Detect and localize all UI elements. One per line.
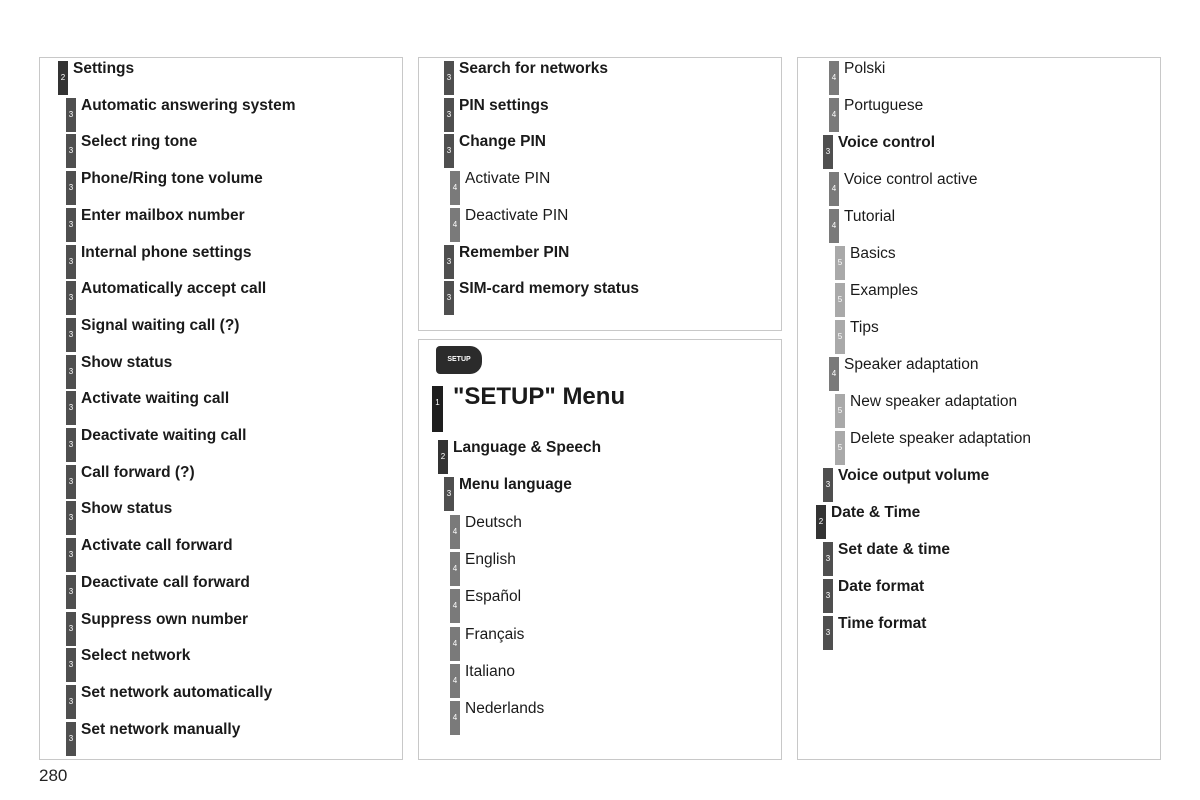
level-3-marker: 3 — [823, 542, 833, 576]
level-3-marker: 3 — [66, 722, 76, 756]
level-4-marker: 4 — [450, 701, 460, 735]
menu-item-label: Delete speaker adaptation — [850, 430, 1031, 447]
level-5-marker: 5 — [835, 394, 845, 428]
menu-item-label: Voice control — [838, 134, 936, 151]
level-3-marker: 3 — [823, 468, 833, 502]
menu-item-label: Set network automatically — [81, 683, 273, 701]
level-3-marker: 3 — [66, 391, 76, 425]
menu-item-label: Speaker adaptation — [844, 356, 979, 373]
menu-panel-settings — [39, 57, 403, 760]
menu-item-label: Deactivate PIN — [465, 206, 569, 224]
menu-item-label: Select network — [81, 647, 191, 665]
menu-item-label: Activate waiting call — [81, 390, 230, 408]
level-4-marker: 4 — [829, 98, 839, 132]
menu-item-label: Deactivate waiting call — [81, 427, 247, 444]
menu-item-label: Voice output volume — [838, 467, 990, 484]
menu-item-label: Examples — [850, 282, 919, 299]
menu-item-label: SIM-card memory status — [459, 280, 640, 298]
level-4-marker: 4 — [450, 171, 460, 205]
menu-item-label: Suppress own number — [81, 610, 249, 628]
level-3-marker: 3 — [823, 579, 833, 613]
level-2-marker: 2 — [58, 61, 68, 95]
menu-panel-setup — [418, 339, 782, 760]
level-3-marker: 3 — [66, 428, 76, 462]
level-4-marker: 4 — [829, 172, 839, 206]
menu-item-label: Search for networks — [459, 60, 609, 77]
level-3-marker: 3 — [444, 61, 454, 95]
level-3-marker: 3 — [66, 281, 76, 315]
level-3-marker: 3 — [66, 685, 76, 719]
menu-item-label: PIN settings — [459, 96, 549, 114]
level-3-marker: 3 — [66, 575, 76, 609]
level-4-marker: 4 — [450, 627, 460, 661]
menu-item-label: Automatically accept call — [81, 280, 267, 298]
menu-item-label: Tutorial — [844, 208, 896, 225]
setup-button-icon: SETUP — [436, 346, 482, 374]
level-3-marker: 3 — [66, 538, 76, 572]
level-4-marker: 4 — [829, 61, 839, 95]
menu-item-label: Internal phone settings — [81, 243, 252, 261]
level-2-marker: 2 — [438, 440, 448, 474]
level-3-marker: 3 — [66, 318, 76, 352]
level-3-marker: 3 — [66, 171, 76, 205]
level-5-marker: 5 — [835, 320, 845, 354]
level-3-marker: 3 — [444, 245, 454, 279]
menu-item-label: Basics — [850, 245, 896, 262]
level-4-marker: 4 — [450, 552, 460, 586]
menu-item-label: Set network manually — [81, 720, 241, 738]
menu-item-label: Deutsch — [465, 513, 522, 531]
level-3-marker: 3 — [66, 134, 76, 168]
menu-item-label: Menu language — [459, 476, 572, 494]
level-2-marker: 2 — [816, 505, 826, 539]
menu-item-label: Portuguese — [844, 97, 924, 114]
menu-title: "SETUP" Menu — [453, 383, 626, 410]
level-3-marker: 3 — [66, 98, 76, 132]
level-3-marker: 3 — [66, 465, 76, 499]
menu-item-label: Nederlands — [465, 700, 545, 718]
level-3-marker: 3 — [66, 245, 76, 279]
menu-item-label: Date format — [838, 578, 925, 595]
menu-item-label: Time format — [838, 615, 927, 632]
level-3-marker: 3 — [444, 281, 454, 315]
menu-item-label: Tips — [850, 319, 879, 336]
level-4-marker: 4 — [829, 357, 839, 391]
menu-item-label: Activate call forward — [81, 537, 233, 555]
menu-panel-pin — [418, 57, 782, 331]
level-1-marker: 1 — [432, 386, 443, 432]
menu-item-label: Language & Speech — [453, 439, 602, 456]
level-4-marker: 4 — [450, 208, 460, 242]
level-3-marker: 3 — [444, 134, 454, 168]
level-3-marker: 3 — [444, 98, 454, 132]
menu-panel-language-date — [797, 57, 1161, 760]
menu-item-label: Remember PIN — [459, 243, 570, 261]
menu-item-label: Show status — [81, 500, 173, 518]
menu-item-label: Settings — [73, 60, 135, 77]
level-3-marker: 3 — [66, 648, 76, 682]
menu-item-label: Español — [465, 588, 522, 606]
level-3-marker: 3 — [66, 612, 76, 646]
menu-item-label: Select ring tone — [81, 133, 198, 151]
menu-item-label: Date & Time — [831, 504, 921, 521]
menu-item-label: Enter mailbox number — [81, 206, 245, 224]
menu-item-label: English — [465, 550, 516, 568]
level-3-marker: 3 — [823, 135, 833, 169]
menu-item-label: Phone/Ring tone volume — [81, 170, 263, 188]
menu-item-label: Italiano — [465, 662, 515, 680]
level-3-marker: 3 — [66, 501, 76, 535]
page-number: 280 — [39, 766, 68, 785]
menu-item-label: Activate PIN — [465, 170, 551, 188]
menu-item-label: New speaker adaptation — [850, 393, 1018, 410]
level-5-marker: 5 — [835, 283, 845, 317]
level-4-marker: 4 — [450, 664, 460, 698]
menu-item-label: Polski — [844, 60, 886, 77]
menu-item-label: Show status — [81, 353, 173, 371]
level-4-marker: 4 — [450, 515, 460, 549]
level-3-marker: 3 — [444, 477, 454, 511]
level-3-marker: 3 — [66, 208, 76, 242]
level-5-marker: 5 — [835, 431, 845, 465]
menu-item-label: Deactivate call forward — [81, 573, 250, 591]
level-4-marker: 4 — [450, 589, 460, 623]
level-3-marker: 3 — [66, 355, 76, 389]
menu-item-label: Automatic answering system — [81, 96, 296, 114]
level-3-marker: 3 — [823, 616, 833, 650]
menu-item-label: Call forward (?) — [81, 463, 195, 481]
level-4-marker: 4 — [829, 209, 839, 243]
menu-item-label: Change PIN — [459, 133, 546, 151]
level-5-marker: 5 — [835, 246, 845, 280]
menu-item-label: Signal waiting call (?) — [81, 316, 240, 334]
menu-item-label: Set date & time — [838, 541, 950, 558]
menu-item-label: Français — [465, 625, 525, 643]
menu-item-label: Voice control active — [844, 171, 978, 188]
